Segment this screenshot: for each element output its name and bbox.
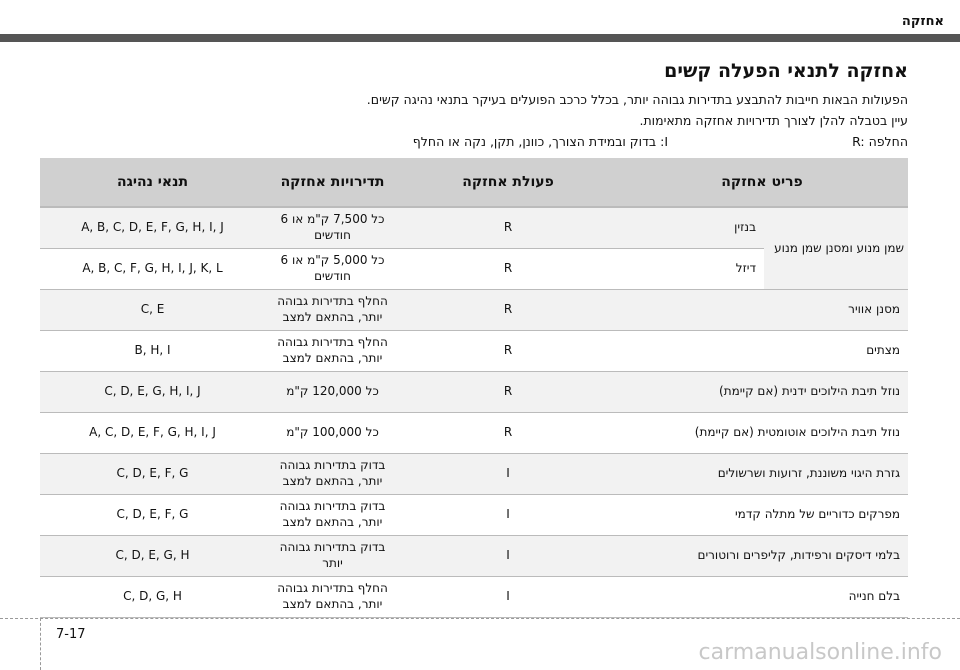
header-bar <box>0 34 960 42</box>
row-frequency: החלף בתדירות גבוהה יותר, בהתאם למצב <box>265 577 400 618</box>
table-row <box>40 207 908 249</box>
row-frequency: בדוק בתדירות גבוהה יותר <box>265 536 400 577</box>
col-header-operation: פעולת אחזקה <box>400 158 616 207</box>
row-frequency: כל 120,000 ק"מ <box>265 372 400 413</box>
page-title: אחזקה לתנאי הפעלה קשים <box>664 60 908 82</box>
section-header: אחזקה <box>901 14 944 29</box>
row-conditions: C, D, E, F, G <box>40 454 265 495</box>
footer-divider <box>0 618 960 619</box>
row-operation: R <box>400 249 616 290</box>
row-item: מפרקים כדוריים של מתלה קדמי <box>616 495 908 536</box>
row-item: דיזל <box>616 249 764 290</box>
row-conditions: C, D, E, F, G <box>40 495 265 536</box>
intro-line-2: עיין בטבלה להלן לצורך תדירויות אחזקה מתאימות. <box>639 113 908 128</box>
margin-divider <box>40 618 42 670</box>
row-operation: I <box>400 454 616 495</box>
row-frequency: בדוק בתדירות גבוהה יותר, בהתאם למצב <box>265 495 400 536</box>
col-header-frequency: תדירויות אחזקה <box>265 158 400 207</box>
row-conditions: B, H, I <box>40 331 265 372</box>
row-operation: I <box>400 536 616 577</box>
intro-line-1: הפעולות הבאות חייבות להתבצע בתדירות גבוהה יותר, בכלל כרכב הפועלים בעיקר בתנאי נהיגה קשים. <box>366 92 908 107</box>
legend-inspect: I: בדוק ובמידת הצורך, כוונן, תקן, נקה או החלף <box>412 134 668 149</box>
col-header-conditions: תנאי נהיגה <box>40 158 265 207</box>
row-operation: I <box>400 495 616 536</box>
row-item: גזרת היגוי משוננת, זרועות ושרשולים <box>616 454 908 495</box>
table-row <box>40 331 908 372</box>
table-row <box>40 577 908 618</box>
row-frequency: החלף בתדירות גבוהה יותר, בהתאם למצב <box>265 331 400 372</box>
row-frequency: בדוק בתדירות גבוהה יותר, בהתאם למצב <box>265 454 400 495</box>
table-row <box>40 454 908 495</box>
table-row <box>40 495 908 536</box>
row-operation: R <box>400 290 616 331</box>
row-item: מסנן אוויר <box>616 290 908 331</box>
watermark: carmanualsonline.info <box>698 640 942 665</box>
row-operation: R <box>400 413 616 454</box>
row-conditions: A, B, C, F, G, H, I, J, K, L <box>40 249 265 290</box>
row-conditions: A, B, C, D, E, F, G, H, I, J <box>40 207 265 249</box>
table-row <box>40 290 908 331</box>
row-frequency: כל 7,500 ק"מ או 6 חודשים <box>265 207 400 249</box>
table-header-row <box>40 158 908 207</box>
row-operation: R <box>400 331 616 372</box>
page-number: 7-17 <box>56 627 86 642</box>
row-item: בנזין <box>616 207 764 249</box>
row-conditions: C, E <box>40 290 265 331</box>
row-item: מצתים <box>616 331 908 372</box>
row-item: בלם חנייה <box>616 577 908 618</box>
row-conditions: C, D, E, G, H, I, J <box>40 372 265 413</box>
col-header-item: פריט אחזקה <box>616 158 908 207</box>
row-frequency: כל 5,000 ק"מ או 6 חודשים <box>265 249 400 290</box>
table-row <box>40 413 908 454</box>
row-item: נוזל תיבת הילוכים אוטומטית (אם קיימת) <box>616 413 908 454</box>
row-conditions: A, C, D, E, F, G, H, I, J <box>40 413 265 454</box>
row-item: נוזל תיבת הילוכים ידנית (אם קיימת) <box>616 372 908 413</box>
table-row <box>40 372 908 413</box>
oil-group-label: שמן מנוע ומסנן שמן מנוע <box>764 207 908 290</box>
row-operation: I <box>400 577 616 618</box>
legend-replace: R: החלפה <box>852 134 908 149</box>
legend <box>40 134 908 152</box>
maintenance-table <box>40 158 908 618</box>
row-conditions: C, D, G, H <box>40 577 265 618</box>
row-frequency: החלף בתדירות גבוהה יותר, בהתאם למצב <box>265 290 400 331</box>
table-row <box>40 536 908 577</box>
row-frequency: כל 100,000 ק"מ <box>265 413 400 454</box>
row-conditions: C, D, E, G, H <box>40 536 265 577</box>
row-operation: R <box>400 207 616 249</box>
row-item: בלמי דיסקים ורפידות, קליפרים ורוטורים <box>616 536 908 577</box>
row-operation: R <box>400 372 616 413</box>
